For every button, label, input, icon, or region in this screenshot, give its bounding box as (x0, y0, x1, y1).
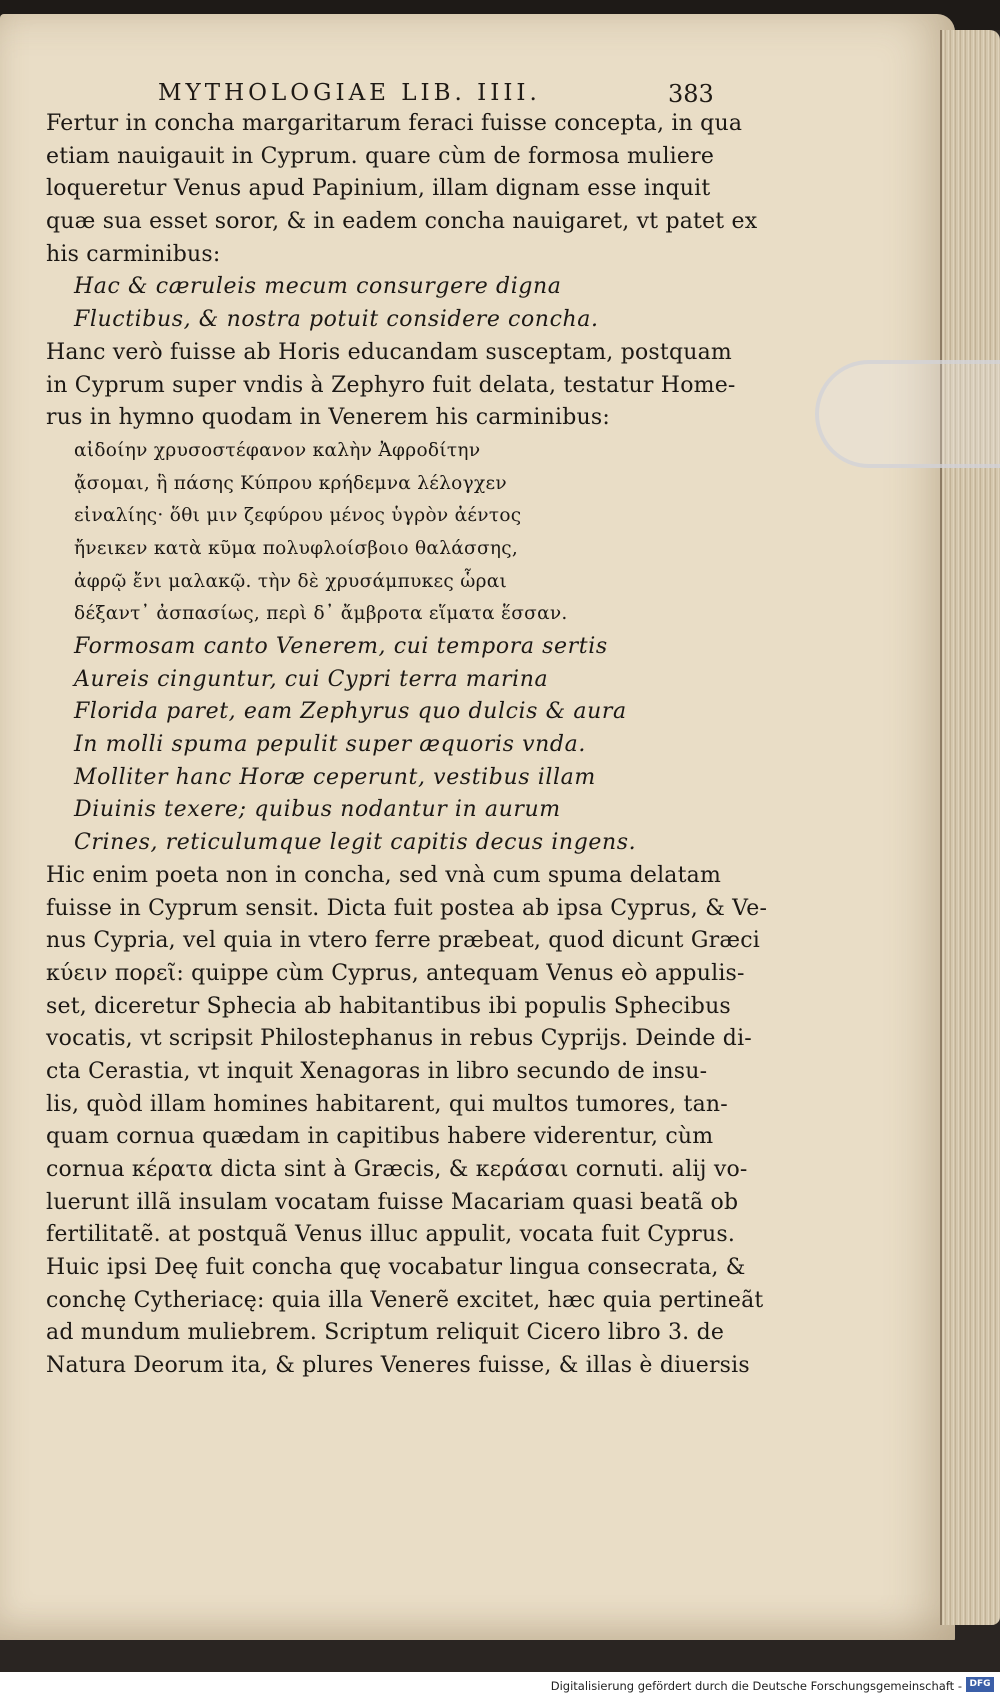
verse-line: Formosam canto Venerem, cui tempora sertis (74, 634, 608, 659)
page-clip (815, 360, 1000, 468)
greek-verse-line: ἤνεικεν κατὰ κῦμα πολυφλοίσβοιο θαλάσσης, (74, 537, 519, 559)
text-line: loqueretur Venus apud Papinium, illam dignam esse inquit (46, 176, 711, 202)
text-line: set, diceretur Sphecia ab habitantibus ibi populis Sphecibus (46, 993, 731, 1019)
text-line: lis, quòd illam homines habitarent, qui multos tumores, tan- (46, 1091, 728, 1117)
dfg-logo: DFG (966, 1677, 994, 1692)
greek-verse-line: δέξαντ᾽ ἀσπασίως, περὶ δ᾽ ἄμβροτα εἵματα ἕσσαν. (74, 603, 568, 625)
text-line: Huic ipsi Deę fuit concha quę vocabatur lingua consecrata, & (46, 1255, 746, 1281)
verse-line: Fluctibus, & nostra potuit considere concha. (74, 307, 599, 333)
scan-bottom-band (0, 1640, 1000, 1670)
verse-line: Aureis cinguntur, cui Cypri terra marina (74, 666, 549, 692)
verse-line: Crines, reticulumque legit capitis decus ingens. (74, 830, 637, 856)
footer-credit: Digitalisierung gefördert durch die Deutsche Forschungsgemeinschaft - (550, 1679, 962, 1693)
footer-bar (0, 1672, 1000, 1699)
page-number: 383 (668, 80, 714, 108)
verse-line: In molli spuma pepulit super æquoris vnda. (74, 732, 586, 758)
verse-line: Hac & cæruleis mecum consurgere digna (74, 274, 562, 300)
greek-verse-line: ᾄσομαι, ἣ πάσης Κύπρου κρήδεμνα λέλογχεν (74, 472, 507, 494)
page-edges (940, 30, 1000, 1625)
text-line: Natura Deorum ita, & plures Veneres fuisse, & illas è diuersis (46, 1353, 750, 1379)
text-line: nus Cypria, vel quia in vtero ferre præbeat, quod dicunt Græci (46, 928, 760, 954)
text-line: quæ sua esset soror, & in eadem concha nauigaret, vt patet ex (46, 209, 758, 235)
text-line: etiam nauigauit in Cyprum. quare cùm de formosa muliere (46, 143, 715, 169)
text-line: in Cyprum super vndis à Zephyro fuit delata, testatur Home- (46, 372, 736, 398)
text-block (46, 108, 768, 1383)
text-line: his carminibus: (46, 241, 221, 267)
verse-line: Molliter hanc Horæ ceperunt, vestibus illam (74, 764, 596, 790)
text-line: Hanc verò fuisse ab Horis educandam susceptam, postquam (46, 339, 732, 365)
text-line: Fertur in concha margaritarum feraci fuisse concepta, in qua (46, 111, 743, 136)
running-title: MYTHOLOGIAE LIB. IIII. (158, 80, 541, 106)
greek-verse-line: εἰναλίης· ὅθι μιν ζεφύρου μένος ὑγρὸν ἀέντος (74, 505, 522, 527)
text-line: Hic enim poeta non in concha, sed vnà cum spuma delatam (46, 862, 722, 888)
text-line: conchę Cytheriacę: quia illa Venerẽ excitet, hæc quia pertineãt (46, 1287, 764, 1313)
text-line: cta Cerastia, vt inquit Xenagoras in libro secundo de insu- (46, 1058, 708, 1084)
text-line: vocatis, vt scripsit Philostephanus in rebus Cyprijs. Deinde di- (46, 1026, 752, 1052)
verse-line: Florida paret, eam Zephyrus quo dulcis & aura (74, 699, 627, 725)
greek-verse-line: αἰδοίην χρυσοστέφανον καλὴν Ἀφροδίτην (74, 439, 481, 461)
text-line: quam cornua quædam in capitibus habere viderentur, cùm (46, 1124, 714, 1150)
greek-verse-line: ἀφρῷ ἔνι μαλακῷ. τὴν δὲ χρυσάμπυκες ὧραι (74, 570, 508, 592)
text-line: luerunt illã insulam vocatam fuisse Macariam quasi beatã ob (46, 1189, 739, 1215)
text-line: fuisse in Cyprum sensit. Dicta fuit postea ab ipsa Cyprus, & Ve- (46, 895, 768, 921)
text-line: rus in hymno quodam in Venerem his carminibus: (46, 405, 610, 431)
text-line: ad mundum muliebrem. Scriptum reliquit Cicero libro 3. de (46, 1320, 725, 1346)
text-line: fertilitatẽ. at postquã Venus illuc appulit, vocata fuit Cyprus. (46, 1222, 736, 1248)
text-line: κύειν πορεῖ: quippe cùm Cyprus, antequam Venus eò appulis- (46, 960, 745, 986)
text-line: cornua κέρατα dicta sint à Græcis, & κεράσαι cornuti. alij vo- (46, 1157, 748, 1182)
verse-line: Diuinis texere; quibus nodantur in aurum (74, 797, 561, 823)
